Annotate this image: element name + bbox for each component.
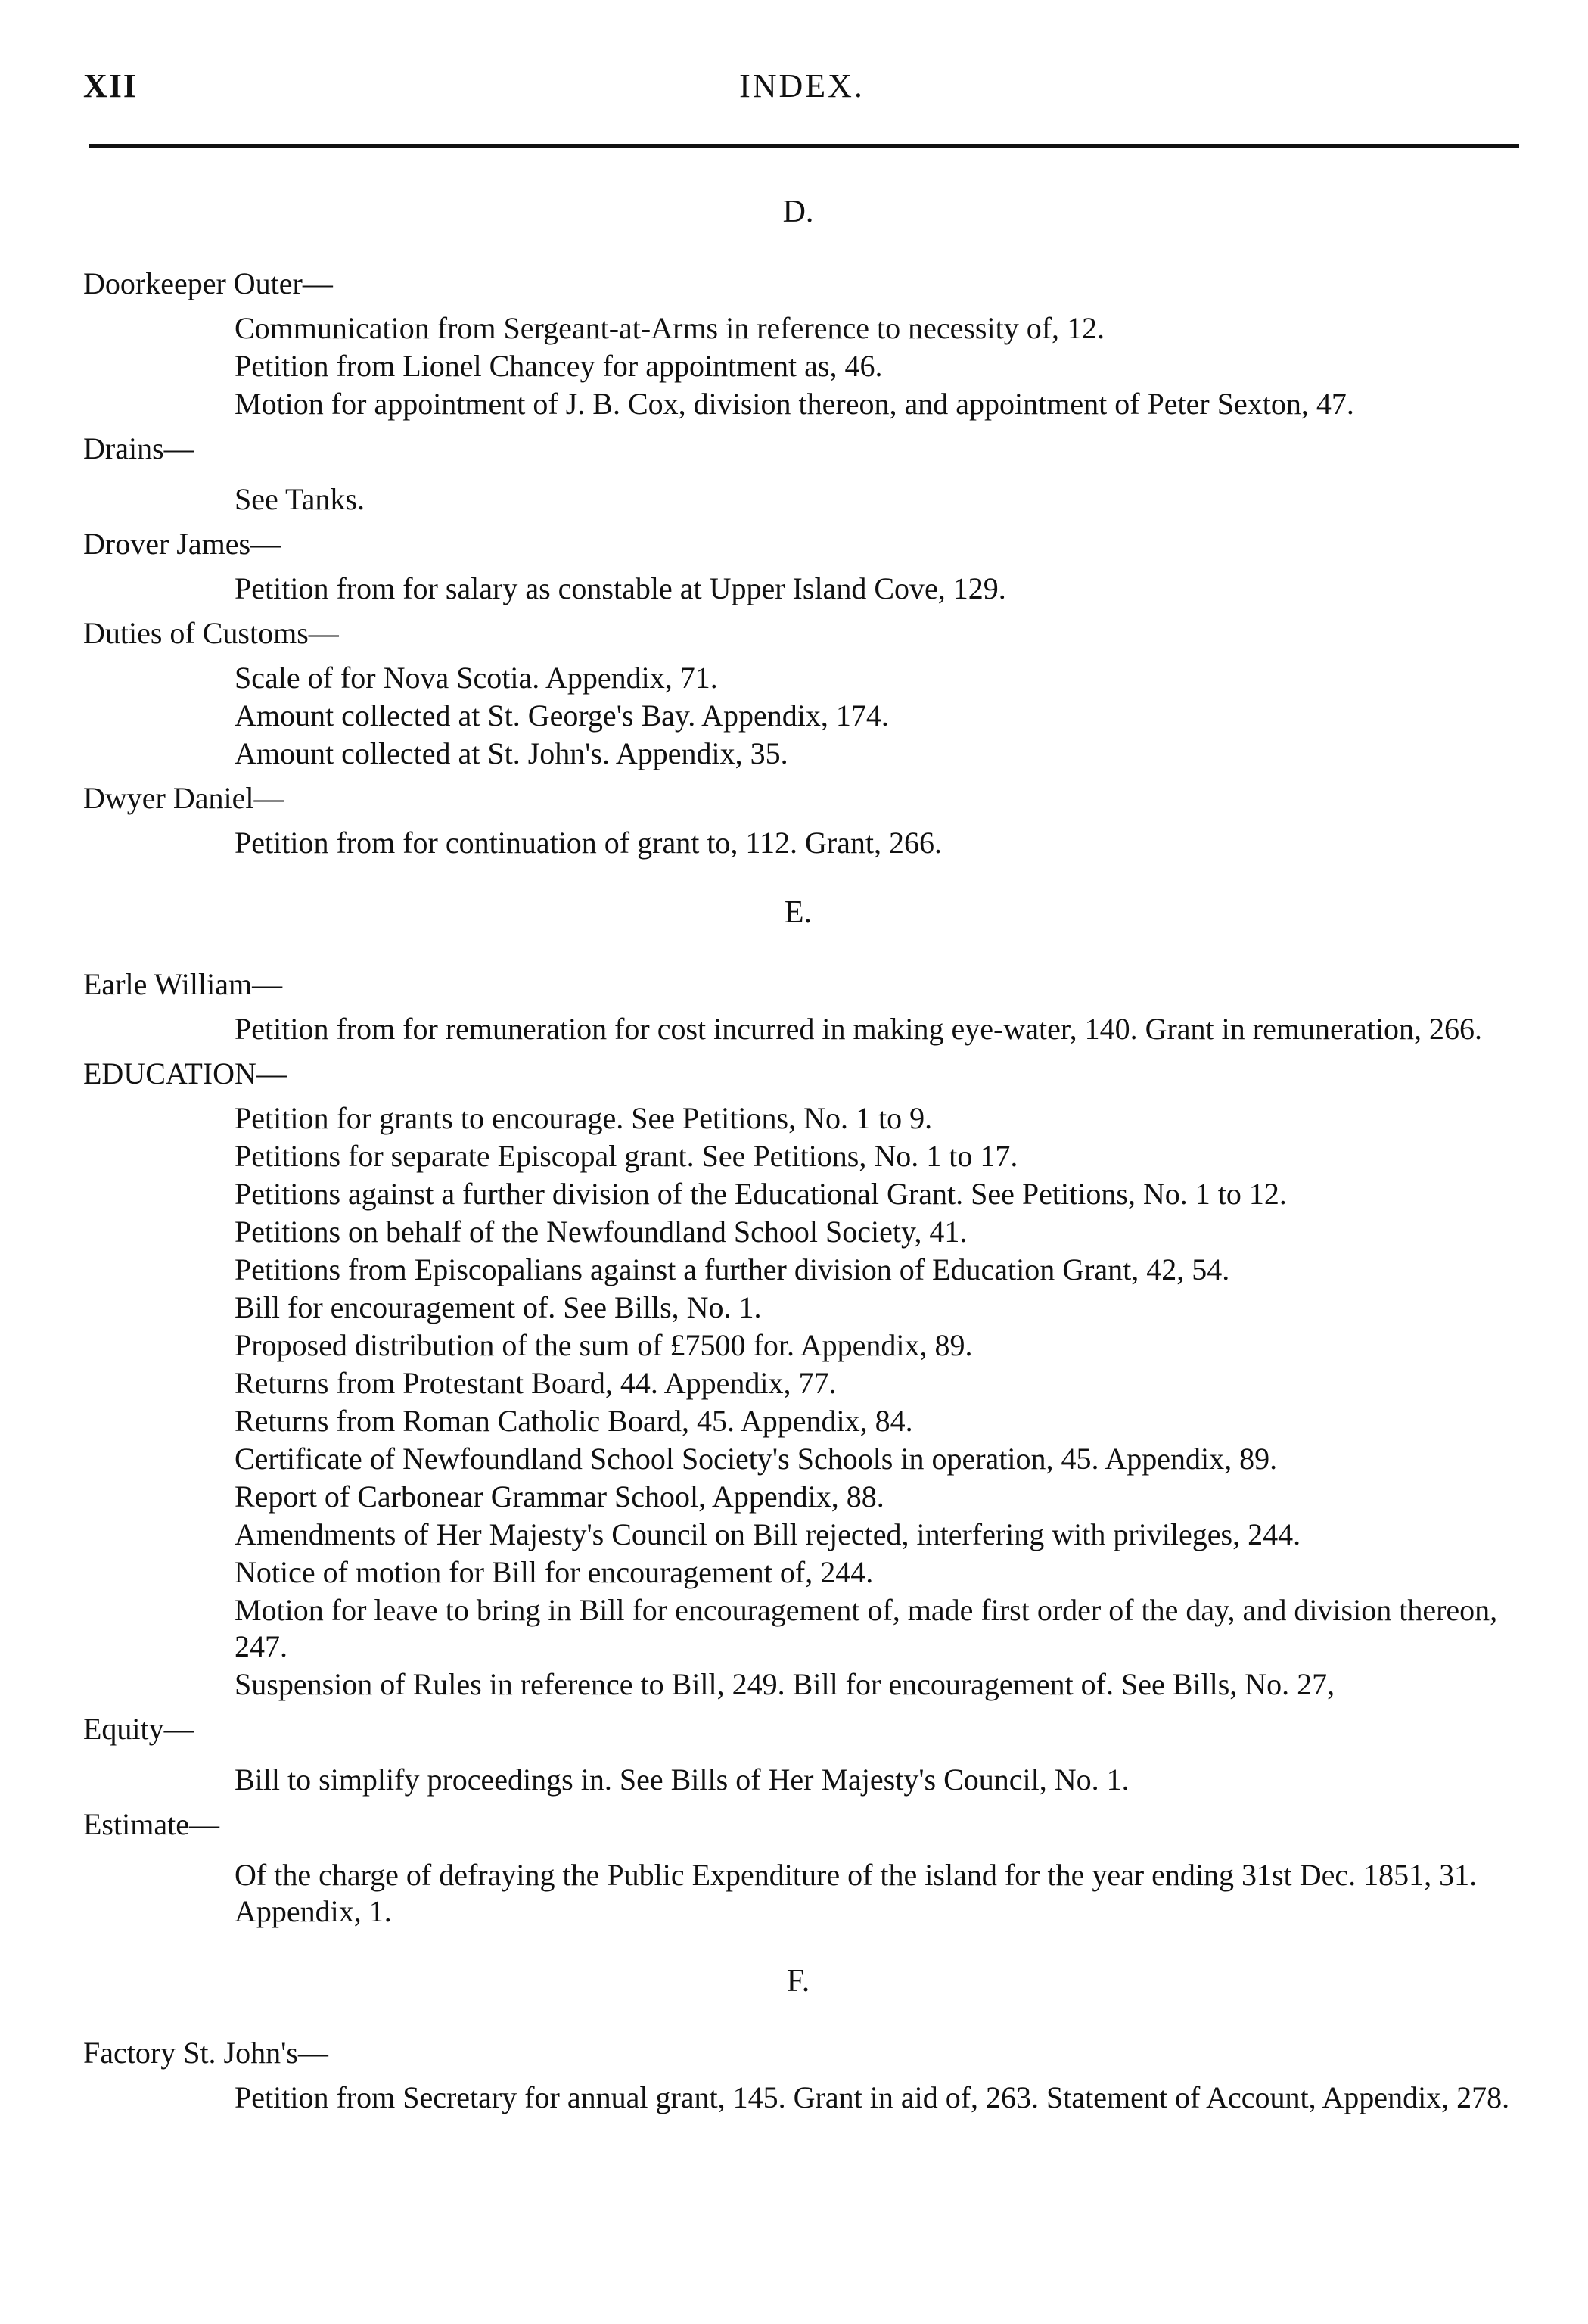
entry-subitem: Motion for leave to bring in Bill for encouragement of, made first order of the day, and division thereon, 247. xyxy=(235,1593,1498,1663)
entry-heading: Drover James— xyxy=(83,527,281,561)
index-entry xyxy=(83,1806,1513,1930)
entry-heading: Doorkeeper Outer— xyxy=(83,266,333,300)
entry-subitem: Of the charge of defraying the Public Expenditure of the island for the year ending 31st Dec. 1851, 31. Appendix, 1. xyxy=(235,1858,1478,1928)
entry-subitem: Certificate of Newfoundland School Society's Schools in operation, 45. Appendix, 89. xyxy=(235,1442,1278,1476)
section-letter-d: D. xyxy=(782,194,814,229)
entry-subitem: Amount collected at St. John's. Appendix, 35. xyxy=(235,736,788,770)
entry-subitem: Amount collected at St. George's Bay. Appendix, 174. xyxy=(235,698,889,733)
entry-subitem: Petition for grants to encourage. See Petitions, No. 1 to 9. xyxy=(235,1101,933,1135)
entry-subitem: Petitions from Episcopalians against a further division of Education Grant, 42, 54. xyxy=(235,1252,1230,1286)
entry-subitem: Proposed distribution of the sum of £7500 for. Appendix, 89. xyxy=(235,1328,973,1362)
running-title: INDEX. xyxy=(739,67,865,104)
entry-heading: Estimate— xyxy=(83,1807,219,1841)
entry-heading: Factory St. John's— xyxy=(83,2036,328,2070)
entry-subitem: Petitions against a further division of the Educational Grant. See Petitions, No. 1 to 12. xyxy=(235,1177,1287,1211)
entry-heading: Dwyer Daniel— xyxy=(83,781,284,815)
entry-subitem: Returns from Roman Catholic Board, 45. Appendix, 84. xyxy=(235,1404,913,1438)
entry-heading: Equity— xyxy=(83,1712,194,1746)
entry-heading: Drains— xyxy=(83,431,194,465)
index-entry xyxy=(83,1055,1513,1703)
entry-subitem: Returns from Protestant Board, 44. Appendix, 77. xyxy=(235,1366,837,1400)
entry-subitem: Petition from for remuneration for cost incurred in making eye-water, 140. Grant in remuneration, 266. xyxy=(235,1012,1483,1046)
entry-subitem: Scale of for Nova Scotia. Appendix, 71. xyxy=(235,661,718,695)
entry-subitem: Petitions for separate Episcopal grant. See Petitions, No. 1 to 17. xyxy=(235,1139,1018,1173)
index-entry xyxy=(83,614,1513,772)
entry-heading: Earle William— xyxy=(83,967,283,1001)
index-entry xyxy=(83,1710,1513,1798)
entry-subitem: Communication from Sergeant-at-Arms in reference to necessity of, 12. xyxy=(235,311,1105,345)
entry-subitem: Petition from for continuation of grant to, 112. Grant, 266. xyxy=(235,826,943,860)
header-rule xyxy=(89,144,1519,148)
entry-subitem: See Tanks. xyxy=(235,482,365,516)
index-entry xyxy=(83,430,1513,518)
entry-subitem: Petition from for salary as constable at Upper Island Cove, 129. xyxy=(235,571,1006,605)
index-content xyxy=(83,189,1513,2123)
entry-subitem: Notice of motion for Bill for encouragement of, 244. xyxy=(235,1555,874,1589)
entry-subitem: Petition from Secretary for annual grant, 145. Grant in aid of, 263. Statement of Account, Appendix, 278. xyxy=(235,2080,1510,2114)
index-entry xyxy=(83,2034,1513,2116)
page-number: XII xyxy=(83,67,138,104)
entry-heading: Duties of Customs— xyxy=(83,616,339,650)
section-letter-e: E. xyxy=(784,895,813,930)
entry-heading: EDUCATION— xyxy=(83,1056,287,1090)
entry-subitem: Bill to simplify proceedings in. See Bills of Her Majesty's Council, No. 1. xyxy=(235,1762,1130,1797)
entry-subitem: Petitions on behalf of the Newfoundland School Society, 41. xyxy=(235,1215,968,1249)
entry-subitem: Amendments of Her Majesty's Council on Bill rejected, interfering with privileges, 244. xyxy=(235,1517,1301,1551)
index-entry xyxy=(83,779,1513,861)
entry-subitem: Bill for encouragement of. See Bills, No. 1. xyxy=(235,1290,762,1324)
page-header xyxy=(83,67,1521,120)
index-entry xyxy=(83,525,1513,607)
section-letter-f: F. xyxy=(786,1964,810,1999)
entry-subitem: Motion for appointment of J. B. Cox, division thereon, and appointment of Peter Sexton, 47. xyxy=(235,387,1354,421)
index-entry xyxy=(83,966,1513,1047)
index-entry xyxy=(83,265,1513,422)
entry-subitem: Suspension of Rules in reference to Bill, 249. Bill for encouragement of. See Bills, No. 27, xyxy=(235,1667,1335,1701)
entry-subitem: Report of Carbonear Grammar School, Appendix, 88. xyxy=(235,1479,884,1514)
entry-subitem: Petition from Lionel Chancey for appointment as, 46. xyxy=(235,349,883,383)
